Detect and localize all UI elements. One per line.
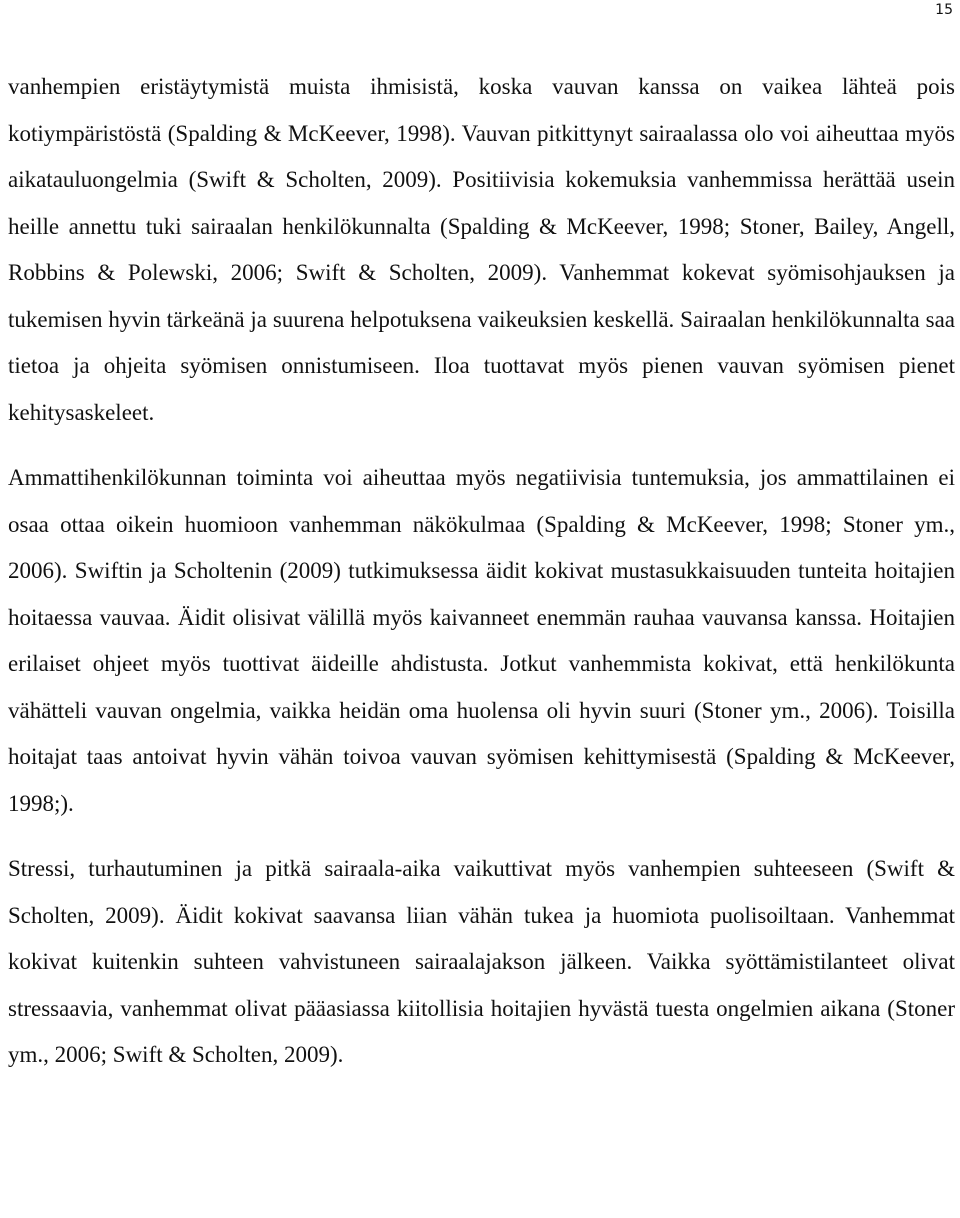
document-body [8,64,955,1079]
paragraph-1: vanhempien eristäytymistä muista ihmisistä, koska vauvan kanssa on vaikea lähteä pois kotiympäristöstä (Spalding & McKeever, 1998). Vauvan pitkittynyt sairaalassa olo voi aiheuttaa myös aikatauluongelmia (Swift & Scholten, 2009). Positiivisia kokemuksia vanhemmissa herättää usein heille annettu tuki sairaalan henkilökunnalta (Spalding & McKeever, 1998; Stoner, Bailey, Angell, Robbins & Polewski, 2006; Swift & Scholten, 2009). Vanhemmat kokevat syömisohjauksen ja tukemisen hyvin tärkeänä ja suurena helpotuksena vaikeuksien keskellä. Sairaalan henkilökunnalta saa tietoa ja ohjeita syömisen onnistumiseen. Iloa tuottavat myös pienen vauvan syömisen pienet kehitysaskeleet. [8,74,955,425]
page-number: 15 [935,2,953,18]
paragraph-2: Ammattihenkilökunnan toiminta voi aiheuttaa myös negatiivisia tuntemuksia, jos ammattilainen ei osaa ottaa oikein huomioon vanhemman näkökulmaa (Spalding & McKeever, 1998; Stoner ym., 2006). Swiftin ja Scholtenin (2009) tutkimuksessa äidit kokivat mustasukkaisuuden tunteita hoitajien hoitaessa vauvaa. Äidit olisivat välillä myös kaivanneet enemmän rauhaa vauvansa kanssa. Hoitajien erilaiset ohjeet myös tuottivat äideille ahdistusta. Jotkut vanhemmista kokivat, että henkilökunta vähätteli vauvan ongelmia, vaikka heidän oma huolensa oli hyvin suuri (Stoner ym., 2006). Toisilla hoitajat taas antoivat hyvin vähän toivoa vauvan syömisen kehittymisestä (Spalding & McKeever, 1998;). [8,465,955,816]
paragraph-3: Stressi, turhautuminen ja pitkä sairaala-aika vaikuttivat myös vanhempien suhteeseen (Swift & Scholten, 2009). Äidit kokivat saavansa liian vähän tukea ja huomiota puolisoiltaan. Vanhemmat kokivat kuitenkin suhteen vahvistuneen sairaalajakson jälkeen. Vaikka syöttämistilanteet olivat stressaavia, vanhemmat olivat pääasiassa kiitollisia hoitajien hyvästä tuesta ongelmien aikana (Stoner ym., 2006; Swift & Scholten, 2009). [8,856,955,1067]
